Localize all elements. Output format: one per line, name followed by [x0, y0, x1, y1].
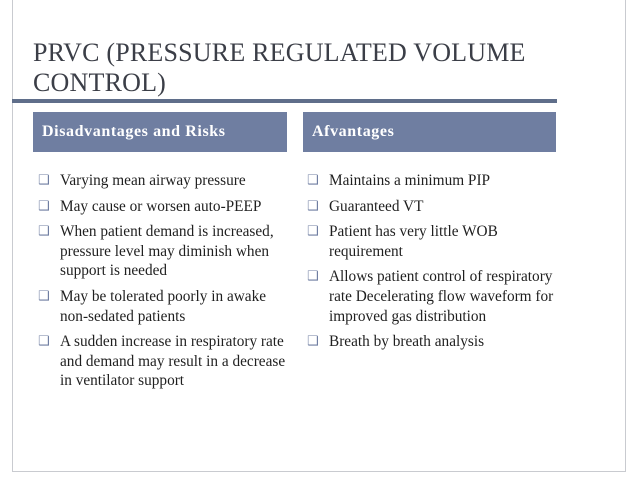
list-item [38, 287, 288, 326]
slide-title: PRVC (PRESSURE REGULATED VOLUME CONTROL) [33, 38, 526, 97]
list-item [38, 332, 288, 391]
square-bullet-icon: ❑ [307, 224, 319, 240]
list-item [307, 267, 557, 326]
square-bullet-icon: ❑ [38, 173, 50, 188]
list-item [38, 222, 288, 281]
advantages-header: Afvantages [303, 112, 556, 152]
list-item [38, 197, 288, 217]
list-item [307, 222, 557, 261]
list-item [307, 171, 557, 191]
list-item [38, 171, 288, 191]
list-item-text: Patient has very little WOB requirement [329, 223, 498, 260]
list-item-text: Maintains a minimum PIP [329, 172, 491, 189]
list-item [307, 332, 557, 352]
list-item-text: May cause or worsen auto-PEEP [60, 197, 262, 215]
list-item-text: A sudden increase in respiratory rate and demand may result in a decrease in ventilator support [60, 333, 286, 390]
list-item-text: Varying mean airway pressure [60, 172, 246, 189]
advantages-list [307, 171, 557, 358]
list-item [307, 197, 557, 217]
square-bullet-icon: ❑ [307, 334, 319, 350]
list-item-text: Guaranteed VT [329, 197, 424, 215]
square-bullet-icon: ❑ [38, 334, 50, 350]
title-divider [12, 99, 557, 103]
square-bullet-icon: ❑ [38, 288, 50, 304]
square-bullet-icon: ❑ [38, 224, 50, 240]
square-bullet-icon: ❑ [307, 173, 319, 188]
list-item-text: May be tolerated poorly in awake non-sedated patients [60, 287, 267, 325]
list-item-text: Breath by breath analysis [329, 333, 485, 351]
square-bullet-icon: ❑ [38, 198, 50, 214]
square-bullet-icon: ❑ [307, 269, 319, 285]
square-bullet-icon: ❑ [307, 198, 319, 214]
list-item-text: Allows patient control of respiratory rate Decelerating flow waveform for improved gas distribution [329, 268, 554, 325]
disadvantages-list [38, 171, 288, 397]
disadvantages-header: Disadvantages and Risks [33, 112, 287, 152]
list-item-text: When patient demand is increased, pressure level may diminish when support is needed [60, 223, 274, 280]
